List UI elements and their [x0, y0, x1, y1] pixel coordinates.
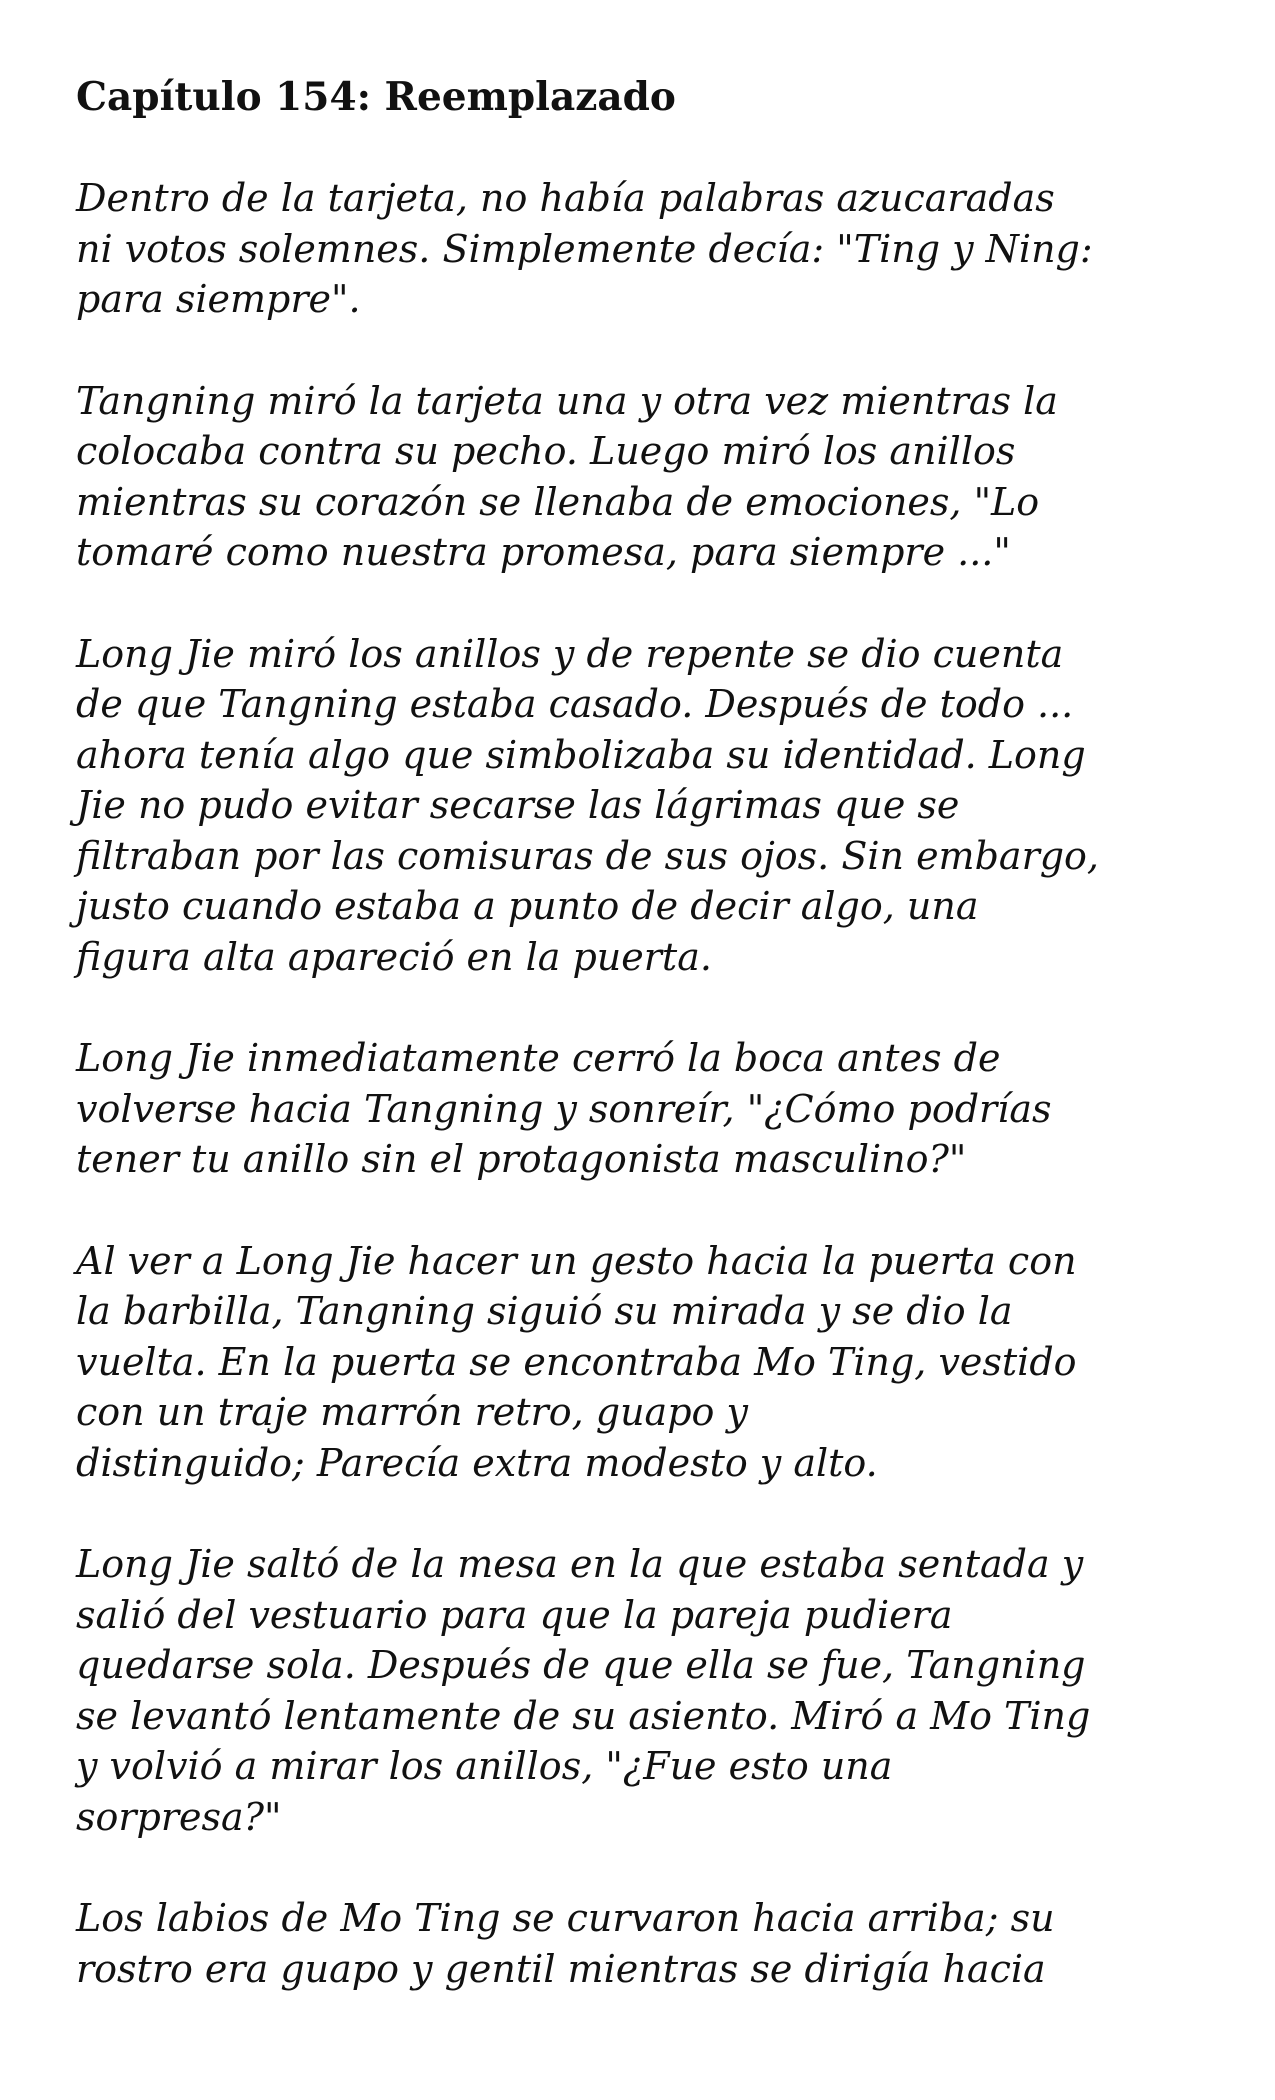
chapter-title: Capítulo 154: Reemplazado	[76, 74, 676, 120]
text-line: ni votos solemnes. Simplemente decía: "Ting y Ning:	[76, 226, 1093, 271]
text-line: quedarse sola. Después de que ella se fue, Tangning	[76, 1643, 1086, 1687]
text-line: justo cuando estaba a punto de decir algo, una	[76, 884, 979, 928]
text-line: Tangning miró la tarjeta una y otra vez mientras la	[76, 378, 1058, 423]
paragraph	[76, 1033, 1226, 1185]
text-line: tomaré como nuestra promesa, para siempre ..."	[76, 530, 1011, 574]
text-line: vuelta. En la puerta se encontraba Mo Ting, vestido	[76, 1339, 1077, 1384]
text-line: Al ver a Long Jie hacer un gesto hacia la puerta con	[76, 1238, 1077, 1283]
text-line: Jie no pudo evitar secarse las lágrimas que se	[76, 783, 960, 827]
text-line: Dentro de la tarjeta, no había palabras azucaradas	[76, 176, 1055, 220]
text-line: tener tu anillo sin el protagonista masculino?"	[76, 1137, 967, 1181]
text-line: y volvió a mirar los anillos, "¿Fue esto una	[76, 1744, 893, 1788]
text-line: Long Jie inmediatamente cerró la boca antes de	[76, 1036, 1001, 1080]
text-line: ahora tenía algo que simbolizaba su identidad. Long	[76, 732, 1086, 777]
text-line: sorpresa?"	[76, 1794, 282, 1839]
text-line: figura alta apareció en la puerta.	[76, 934, 712, 979]
paragraph	[76, 173, 1226, 325]
text-line: con un traje marrón retro, guapo y	[76, 1390, 748, 1434]
text-line: colocaba contra su pecho. Luego miró los anillos	[76, 429, 1016, 473]
text-line: Long Jie miró los anillos y de repente se dio cuenta	[76, 631, 1064, 676]
text-line: Los labios de Mo Ting se curvaron hacia arriba; su	[76, 1896, 1055, 1940]
text-line: Long Jie saltó de la mesa en la que estaba sentada y	[76, 1542, 1084, 1586]
text-line: para siempre".	[76, 277, 361, 321]
text-line: salió del vestuario para que la pareja pudiera	[76, 1592, 953, 1637]
paragraph	[76, 376, 1226, 578]
paragraph	[76, 629, 1226, 983]
text-line: volverse hacia Tangning y sonreír, "¿Cómo podrías	[76, 1086, 1052, 1131]
text-line: rostro era guapo y gentil mientras se dirigía hacia	[76, 1946, 1046, 1991]
text-line: mientras su corazón se llenaba de emociones, "Lo	[76, 479, 1040, 524]
document-body	[76, 173, 1226, 1994]
text-line: se levantó lentamente de su asiento. Miró a Mo Ting	[76, 1693, 1091, 1738]
paragraph	[76, 1236, 1226, 1489]
text-line: de que Tangning estaba casado. Después de todo ...	[76, 682, 1074, 726]
text-line: distinguido; Parecía extra modesto y alto.	[76, 1440, 878, 1485]
text-line: la barbilla, Tangning siguió su mirada y se dio la	[76, 1289, 1013, 1333]
text-line: filtraban por las comisuras de sus ojos. Sin embargo,	[76, 833, 1100, 878]
document-page	[76, 72, 1226, 2045]
paragraph	[76, 1893, 1226, 1994]
paragraph	[76, 1539, 1226, 1842]
